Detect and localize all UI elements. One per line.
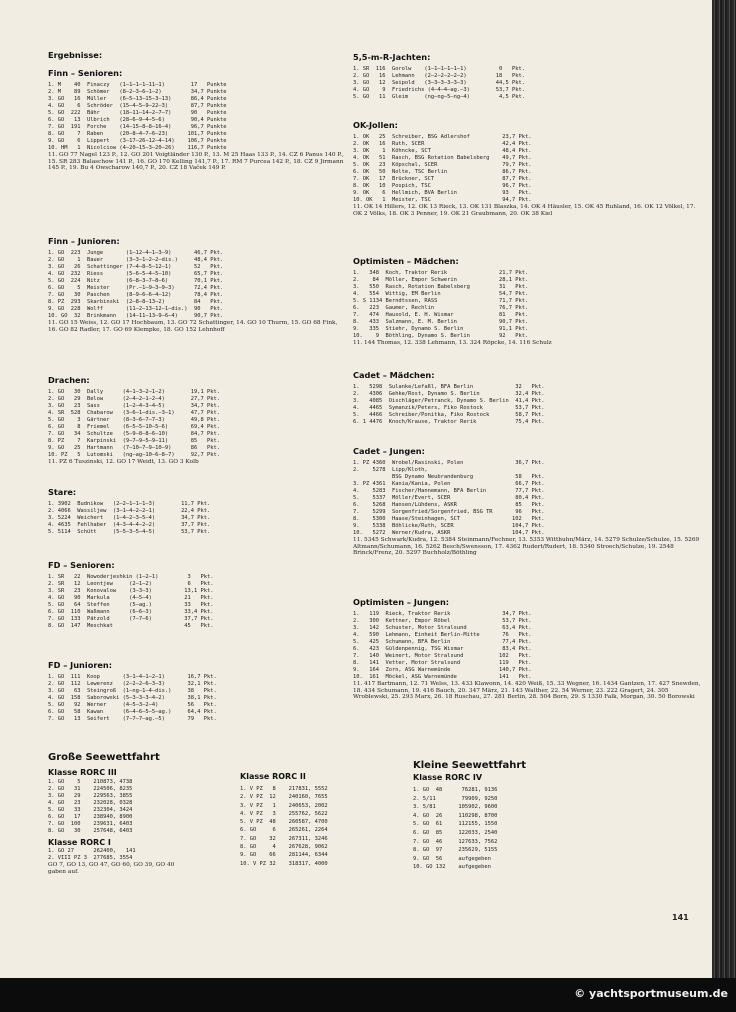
result-row: 9. GO 66 281144, 6344 xyxy=(240,852,328,859)
result-row: 6. GO 85 122033, 2540 xyxy=(413,829,498,836)
results-list xyxy=(353,611,701,681)
result-row: 7. GO 46 127633, 7562 xyxy=(413,838,498,845)
result-row: 7. OK 17 Brückner, SCT 87,7 Pkt. xyxy=(353,176,532,182)
result-row: 6. 1 4476 Knoch/Krause, Traktor Rerik 75,4 Pkt. xyxy=(353,419,545,425)
result-row: 3. 142 Schuster, Motor Stralsund 63,4 Pkt. xyxy=(353,625,532,631)
result-row: 8. GO 7 Raben (20—8—4—7—6—23) 101,7 Punkte xyxy=(48,131,227,137)
result-row: 2. 84 Möller, Empor Schwerin 28,1 Pkt. xyxy=(353,277,529,283)
result-row: 5. 425 Schumann, BFA Berlin 77,4 Pkt. xyxy=(353,639,532,645)
result-row: 9. GO 6 Lippert (3—17—26—12—4—14) 106,7 Punkte xyxy=(48,138,227,144)
result-row: 9. OK 6 Hellmich, BVA Berlin 93 Pkt. xyxy=(353,190,532,196)
result-row: 5. S 1134 Berndtssen, RASS 71,7 Pkt. xyxy=(353,298,529,304)
result-row: 1. GO 30 Dally (4—1—3—2—1—2) 19,1 Pkt. xyxy=(48,389,221,395)
result-row: 2. M 89 Schömer (8—2—3—6—1—2) 34,7 Punkte xyxy=(48,89,227,95)
left-section xyxy=(48,375,348,466)
result-row: 8. OK 10 Pospich, TSC 96,7 Pkt. xyxy=(353,183,532,189)
result-row: 10. GO 32 Brinkmann (14—11—13—9—6—4) 90,7 Pkt. xyxy=(48,313,224,319)
section-note: 11. GO 77 Nagel 123 P., 12. GO 201 Voigtländer 130 P., 13. M 25 Haas 133 P., 14. CZ 6 Panus 140 P., 15. SR 283 Balaschow 141 P., 16. GO 170 Kelling 141,7 P., 17. RM 7 Purcea 142 P., 18. CZ 9 Jirmann 145 P., 19. Bu 4 Owscharow 140,7 P., 20. CZ 18 Vaček 149 P. xyxy=(48,152,344,172)
result-row: 6. 5268 Hansen/Lühdens, ASKR 85 Pkt. xyxy=(353,502,545,508)
result-row: 8. GO 30 257648, 6403 xyxy=(48,828,133,834)
result-row: 2. GO 29 Below (2—4—2—1—2—4) 27,7 Pkt. xyxy=(48,396,221,402)
result-row: 7. GO 13 Seifert (7—7—7—ag.—5) 79 Pkt. xyxy=(48,716,217,722)
result-row: 5. 4466 Schreiber/Ponitka, Fiko Rostock 58,7 Pkt. xyxy=(353,412,545,418)
section-title: Finn – Senioren: xyxy=(48,68,123,78)
result-row: 10. PZ 5 Lutomski (ng—ag—10—6—8—7) 92,7 Pkt. xyxy=(48,452,221,458)
result-row: 5. GO 33 232304, 3424 xyxy=(48,807,133,813)
result-row: 2. SR 12 Leontjew (2—1—2) 6 Pkt. xyxy=(48,581,214,587)
result-row: 3. GO 16 Müller (6—5—13—15—3—13) 86,4 Punkte xyxy=(48,96,227,102)
result-row: 3. 5224 Weichert (1—4—2—3—5—4) 34,7 Pkt. xyxy=(48,515,211,521)
result-row: 1. GO 5 210873, 4738 xyxy=(48,779,133,785)
result-row: 3. OK 1 Köhncke, SCT 48,4 Pkt. xyxy=(353,148,532,154)
result-row: 8. GO 147 Meschkat 45 Pkt. xyxy=(48,623,214,629)
rorc2-title: Klasse RORC II xyxy=(240,772,306,781)
result-row: 8. PZ 7 Karpinski (9—7—9—5—9—11) 85 Pkt. xyxy=(48,438,221,444)
result-row: 2. 4306 Gehke/Rost, Dynamo S. Berlin 32,4 Pkt. xyxy=(353,391,545,397)
book-edge xyxy=(712,0,736,978)
rorc2-table xyxy=(240,785,400,868)
left-section xyxy=(48,560,348,630)
result-row: 4. GO 232 Riess (5—6—5—4—5—10) 65,7 Pkt. xyxy=(48,271,224,277)
result-row: 2. GO 112 Lewerenz (2—2—2—6—3—3) 32,1 Pkt. xyxy=(48,681,217,687)
results-list xyxy=(48,574,348,630)
result-row: 5. 5337 Möller/Evert, SCER 80,4 Pkt. xyxy=(353,495,545,501)
result-row: 6. GO 17 238940, 8900 xyxy=(48,814,133,820)
section-title: Finn – Junioren: xyxy=(48,236,120,246)
result-row: 3. GO 26 Schattinger (7—4—8—5—12—1) 52 Pkt. xyxy=(48,264,224,270)
result-row: 9. GO 56 aufgegeben xyxy=(413,855,491,862)
section-note: 11. 417 Bartmann, 12. 71 Welss, 13. 433 Klawonn, 14. 420 Weiß, 15. 33 Wegner, 16. 1434 Gantzen, 17. 427 Snewden, 18. 434 Schumann, 19. 416 Bauch, 20. 347 März, 21. 143 Walther, 22. 54 Werner, 23. 222 Gragert, 24. 305 Wroblewski, 25. 293 Marx, 26. 18 Ruschau, 27. 281 Berlin, 28. 504 Born, 29. S 1330 Falk, Morgan, 30. 50 Borowski xyxy=(353,681,701,701)
page-number: 141 xyxy=(672,913,689,922)
section-note: 11. GO 15 Weiss, 12. GO 17 Hochbaum, 13. GO 72 Schattinger, 14. GO 10 Thurm, 15. GO 68 Fink, 16. GO 82 Radler, 17. GO 69 Klempke, 18. GO 152 Lehnhoff xyxy=(48,320,338,333)
result-row: 6. GO 13 Ulbrich (28—6—9—4—5—6) 90,4 Punkte xyxy=(48,117,227,123)
right-section xyxy=(353,120,701,217)
result-row: 6. GO 58 Kawan (6—4—6—5—5—ag.) 64,4 Pkt. xyxy=(48,709,217,715)
right-section xyxy=(353,446,701,557)
kleine-title: Kleine Seewettfahrt xyxy=(413,760,527,771)
section-title: FD – Junioren: xyxy=(48,660,113,670)
result-row: 4. 4635 Fehlhaber (4—3—4—4—2—2) 37,7 Pkt. xyxy=(48,522,211,528)
results-list xyxy=(48,82,348,152)
result-row: 7. GO 32 267311, 3246 xyxy=(240,835,328,842)
result-row: 2. GO 31 224506, 8235 xyxy=(48,786,133,792)
result-row: 4. GO 26 110298, 8700 xyxy=(413,812,498,819)
result-row: 3. GO 23 Sass (1—2—4—3—4—5) 34,7 Pkt. xyxy=(48,403,221,409)
result-row: 10. GO 132 aufgegeben xyxy=(413,864,491,871)
grosse-title: Große Seewettfahrt xyxy=(48,752,160,763)
result-row: 3. GO 63 Steingroß (1—ng—1—4—dis.) 38 Pkt. xyxy=(48,688,217,694)
result-row: 2. GO 16 Lehmann (2—2—2—2—2—2) 18 Pkt. xyxy=(353,73,526,79)
result-row: 5. GO 64 Steffen (5—ag.) 33 Pkt. xyxy=(48,602,214,608)
result-row: 8. PZ 293 Skarbinski (2—8—8—13—2) 84 Pkt. xyxy=(48,299,224,305)
result-row: 1. SR 22 Nowoderjeshkin (1—2—1) 3 Pkt. xyxy=(48,574,214,580)
rorc4-title: Klasse RORC IV xyxy=(413,773,483,782)
result-row: 8. GO 4 267628, 9062 xyxy=(240,844,328,851)
result-row: 4. GO 90 Markula (4—5—4) 21 Pkt. xyxy=(48,595,214,601)
result-row: 5. OK 23 Köpschal, SCER 79,7 Pkt. xyxy=(353,162,532,168)
left-section xyxy=(48,68,348,172)
result-row: 4. GO 9 Friedrichs (4—4—4—ag.—3) 53,7 Pkt. xyxy=(353,87,526,93)
section-title: OK-Jollen: xyxy=(353,120,398,130)
result-row: 8. 141 Vetter, Motor Stralsund 119 Pkt. xyxy=(353,660,532,666)
result-row: 4. 4465 Symanzik/Peters, Fiko Rostock 53,7 Pkt. xyxy=(353,405,545,411)
section-note: 11. 144 Thomas, 12. 338 Lehmann, 13. 324 Röpcke, 14. 116 Schulz xyxy=(353,340,552,346)
section-title: 5,5-m-R-Jachten: xyxy=(353,52,431,62)
section-title: Cadet – Jungen: xyxy=(353,446,425,456)
result-row: 1. V PZ 8 217831, 5552 xyxy=(240,786,328,792)
result-row: 10. 9 Böthling, Dynamo S. Berlin 92 Pkt. xyxy=(353,333,529,339)
result-row: 9. 5338 Böhlicke/Ruth, SCER 104,7 Pkt. xyxy=(353,523,545,529)
result-row: 5. GO 222 Bähr (18—11—14—2—7—7) 90 Punkte xyxy=(48,110,227,116)
result-row: 6. GO 8 Friemel (6—5—5—10—5—6) 69,4 Pkt. xyxy=(48,424,221,430)
result-row: 4. SR 528 Chabarow (3—6—1—dis.—3—1) 47,7 Pkt. xyxy=(48,410,221,416)
results-heading: Ergebnisse: xyxy=(48,50,103,60)
result-row: 1. GO 48 76281, 9136 xyxy=(413,787,498,793)
right-section xyxy=(353,256,701,347)
results-list xyxy=(48,250,348,320)
kleine-seewettfahrt xyxy=(413,760,673,872)
section-note: 11. PZ 6 Tuszinski, 12. GO 17 Weidt, 13. GO 3 Kolb xyxy=(48,459,199,465)
result-row: 5. GO 92 Werner (4—5—3—2—4) 56 Pkt. xyxy=(48,702,217,708)
result-row: 2. OK 16 Ruth, SCER 42,4 Pkt. xyxy=(353,141,532,147)
result-row: 2. 5278 Lipp/Kloth, xyxy=(353,467,428,473)
result-row: 10. HM 1 Nicolciow (4—20—15—3—20—26) 116,7 Punkte xyxy=(48,145,227,151)
section-title: Optimisten – Jungen: xyxy=(353,597,450,607)
result-row: 1. M 40 Finaczy (1—1—1—1—11—1) 17 Punkte xyxy=(48,82,227,88)
result-row: 5. GO 11 Gleim (ng—ng—5—ng—4) 4,5 Pkt. xyxy=(353,94,526,100)
rorc3-table xyxy=(48,779,218,835)
results-list xyxy=(48,674,348,723)
result-row: 4. 590 Lehmann, Einheit Berlin-Mitte 76 Pkt. xyxy=(353,632,532,638)
left-section xyxy=(48,487,348,536)
result-row: 3. GO 12 Seipold (3—3—3—3—3—3) 44,5 Pkt. xyxy=(353,80,526,86)
left-section xyxy=(48,660,348,723)
result-row: 7. 474 Hausold, E. H. Wismar 81 Pkt. xyxy=(353,312,529,318)
result-row: 2. 4066 Wassiljew (3—1—4—2—2—1) 22,4 Pkt. xyxy=(48,508,211,514)
right-section xyxy=(353,370,701,426)
rorc1-table xyxy=(48,848,218,862)
rorc3-title: Klasse RORC III xyxy=(48,768,117,777)
result-row: 6. GO 5 Meister (Pr.—1—9—3—9—3) 72,4 Pkt. xyxy=(48,285,224,291)
grosse-seewettfahrt xyxy=(48,752,348,875)
result-row: 3. 5/81 105902, 9600 xyxy=(413,804,498,811)
result-row: 5. GO 3 Gärtner (8—3—6—7—7—3) 49,8 Pkt. xyxy=(48,417,221,423)
result-row: 6. 223 Gaumer, Rechlin 76,7 Pkt. xyxy=(353,305,529,311)
results-list xyxy=(353,134,701,204)
result-row: 1. OK 25 Schreiber, BSG Adlershof 23,7 Pkt. xyxy=(353,134,532,140)
section-title: Drachen: xyxy=(48,375,90,385)
watermark-text: © yachtsportmuseum.de xyxy=(574,987,728,1000)
result-row: 1. 348 Koch, Traktor Rerik 21,7 Pkt. xyxy=(353,270,529,276)
result-row: 7. GO 30 Paschen (8—9—6—6—4—12) 78,4 Pkt. xyxy=(48,292,224,298)
result-row: 6. OK 50 Nolte, TSC Berlin 86,7 Pkt. xyxy=(353,169,532,175)
result-row: 9. 164 Zorn, ASG Warnemünde 140,7 Pkt. xyxy=(353,667,532,673)
result-row: 4. GO 23 232028, 0328 xyxy=(48,800,133,806)
result-row: 1. GO 111 Koop (3—1—4—1—2—1) 16,7 Pkt. xyxy=(48,674,217,680)
results-list xyxy=(353,66,701,101)
result-row: 7. GO 191 Forche (14—15—8—8—16—4) 96,7 Punkte xyxy=(48,124,227,130)
result-row: 8. 433 Salzmann, E. M. Berlin 90,7 Pkt. xyxy=(353,319,529,325)
result-row: 10. OK 1 Meister, TSC 94,7 Pkt. xyxy=(353,197,532,203)
result-row: 9. GO 25 Hartmann (7—10—7—9—10—9) 86 Pkt. xyxy=(48,445,221,451)
rorc4-table xyxy=(413,786,673,872)
right-section xyxy=(353,52,701,101)
section-note: 11. 5345 Schwark/Kudra, 12. 5384 Steinmann/Fechner, 13. 5353 Witthuhn/März, 14. 5279 Schulze/Schulze, 15. 5269 Altmann/Schumann, 16. 5262 Besch/Swensson, 17. 4362 Rudert/Rudert, 18. 5340 Stroech/Schulze, 19. 2548 Brinck/Frenz, 20. 5297 Buchholz/Böthling xyxy=(353,537,700,557)
result-row: 10. 5272 Werner/Kudra, ASKR 104,7 Pkt. xyxy=(353,530,545,536)
results-list xyxy=(353,270,701,340)
rorc1-note: GO 7, GO 13, GO 47, GO 60, GO 39, GO 40 gaben auf. xyxy=(48,862,175,875)
result-row: 5. GO 61 112155, 1550 xyxy=(413,821,498,828)
result-row: 2. V PZ 12 240160, 7655 xyxy=(240,794,328,801)
result-row: 10. V PZ 32 318317, 4000 xyxy=(240,860,328,867)
result-row: 8. GO 97 235629, 5155 xyxy=(413,847,498,854)
result-row: 1. GO 27 262400, 141 xyxy=(48,848,136,854)
result-row: 1. PZ 4360 Wrobel/Rasinski, Polen 36,7 Pkt. xyxy=(353,460,545,466)
result-row: 10. 161 Möckel, ASG Warnemünde 141 Pkt. xyxy=(353,674,532,680)
result-row: 4. 5283 Fischer/Hannemann, BFA Berlin 77,7 Pkt. xyxy=(353,488,545,494)
section-title: Stare: xyxy=(48,487,77,497)
result-row: 4. GO 158 Saborowski (5—3—3—3—4—2) 38,1 Pkt. xyxy=(48,695,217,701)
result-row: 9. 335 Stiehr, Dynamo S. Berlin 91,1 Pkt. xyxy=(353,326,529,332)
rorc1-title: Klasse RORC I xyxy=(48,838,111,847)
results-list xyxy=(48,389,348,459)
result-row: 3. PZ 4361 Kania/Kania, Polen 66,7 Pkt. xyxy=(353,481,545,487)
result-row: 8. 5300 Haase/Steinhagen, SCT 102 Pkt. xyxy=(353,516,545,522)
result-row: 6. GO 110 Waßmann (6—6—3) 33,4 Pkt. xyxy=(48,609,214,615)
section-note: 11. OK 14 Hillers, 12. OK 13 Rieck, 13. OK 131 Blaszka, 14. OK 4 Häusler, 15. OK 45 Ruhland, 16. OK 12 Völkel, 17. OK 2 Völks, 18. OK 3 Penner, 19. OK 21 Graubmann, 20. OK 38 Kiel xyxy=(353,204,696,217)
result-row: 5. V PZ 48 260587, 4700 xyxy=(240,819,328,826)
result-row: 3. SR 23 Konovalow (3—3—3) 13,1 Pkt. xyxy=(48,588,214,594)
right-section xyxy=(353,597,701,701)
result-row: 7. 5299 Sorgenfried/Sorgenfried, BSG TR 96 Pkt. xyxy=(353,509,545,515)
result-row: 4. OK 51 Rasch, BSG Rotation Babelsberg 49,7 Pkt. xyxy=(353,155,532,161)
result-row: 2. GO 1 Bauer (3—3—1—2—2—dis.) 48,4 Pkt. xyxy=(48,257,224,263)
result-row: 7. GO 34 Schultze (5—9—8—8—6—10) 84,7 Pkt. xyxy=(48,431,221,437)
results-list xyxy=(48,501,348,536)
result-row: 9. GO 228 Wolff (11—2—13—12—1—dis.) 90 Pkt. xyxy=(48,306,224,312)
result-row: 3. GO 29 229563, 3855 xyxy=(48,793,133,799)
result-row: 1. 5298 Sulanke/Lefaßl, BFA Berlin 32 Pkt. xyxy=(353,384,545,390)
result-row: 3. V PZ 1 240653, 2002 xyxy=(240,802,328,809)
result-row: 4. 554 Wittig, EM Berlin 54,7 Pkt. xyxy=(353,291,529,297)
left-section xyxy=(48,236,348,333)
section-title: Cadet – Mädchen: xyxy=(353,370,435,380)
result-row: 5. 5114 Schütt (5—5—3—5—4—5) 53,7 Pkt. xyxy=(48,529,211,535)
result-row: 3. 4085 Oischläger/Petranck, Dynamo S. Berlin 41,4 Pkt. xyxy=(353,398,545,404)
result-row: 7. GO 133 Pätzold (7—7—6) 37,7 Pkt. xyxy=(48,616,214,622)
result-row: 2. 5/11 79909, 9250 xyxy=(413,795,498,802)
result-row: 2. 300 Kettner, Empor Röbel 53,7 Pkt. xyxy=(353,618,532,624)
result-row: 2. VIII PZ 3 277685, 3554 xyxy=(48,855,133,861)
result-row: 1. GO 223 Junge (1—12—4—1—3—9) 46,7 Pkt. xyxy=(48,250,224,256)
result-row: BSG Dynamo Neubrandenburg 58 Pkt. xyxy=(353,474,545,480)
result-row: 7. GO 100 239631, 6403 xyxy=(48,821,133,827)
result-row: 5. GO 224 Nitz (6—8—3—7—8—6) 70,1 Pkt. xyxy=(48,278,224,284)
result-row: 6. GO 6 265261, 2264 xyxy=(240,827,328,834)
section-title: FD – Senioren: xyxy=(48,560,115,570)
results-list xyxy=(353,460,701,537)
result-row: 4. V PZ 3 255762, 5622 xyxy=(240,810,328,817)
result-row: 7. 140 Weinert, Motor Stralsund 102 Pkt. xyxy=(353,653,532,659)
result-row: 1. 119 Rieck, Traktor Rerik 34,7 Pkt. xyxy=(353,611,532,617)
section-title: Optimisten – Mädchen: xyxy=(353,256,459,266)
results-list xyxy=(353,384,701,426)
result-row: 6. 423 Güldenpennig, TSG Wismar 83,4 Pkt. xyxy=(353,646,532,652)
result-row: 4. GO 6 Schröder (15—4—5—9—22—3) 87,7 Punkte xyxy=(48,103,227,109)
result-row: 1. SR 116 Gorolw (1—1—1—1—1—1) 0 Pkt. xyxy=(353,66,526,72)
result-row: 1. 3902 Budnikow (2—2—1—1—1—3) 11,7 Pkt. xyxy=(48,501,211,507)
result-row: 3. 550 Rasch, Rotation Babelsberg 31 Pkt. xyxy=(353,284,529,290)
